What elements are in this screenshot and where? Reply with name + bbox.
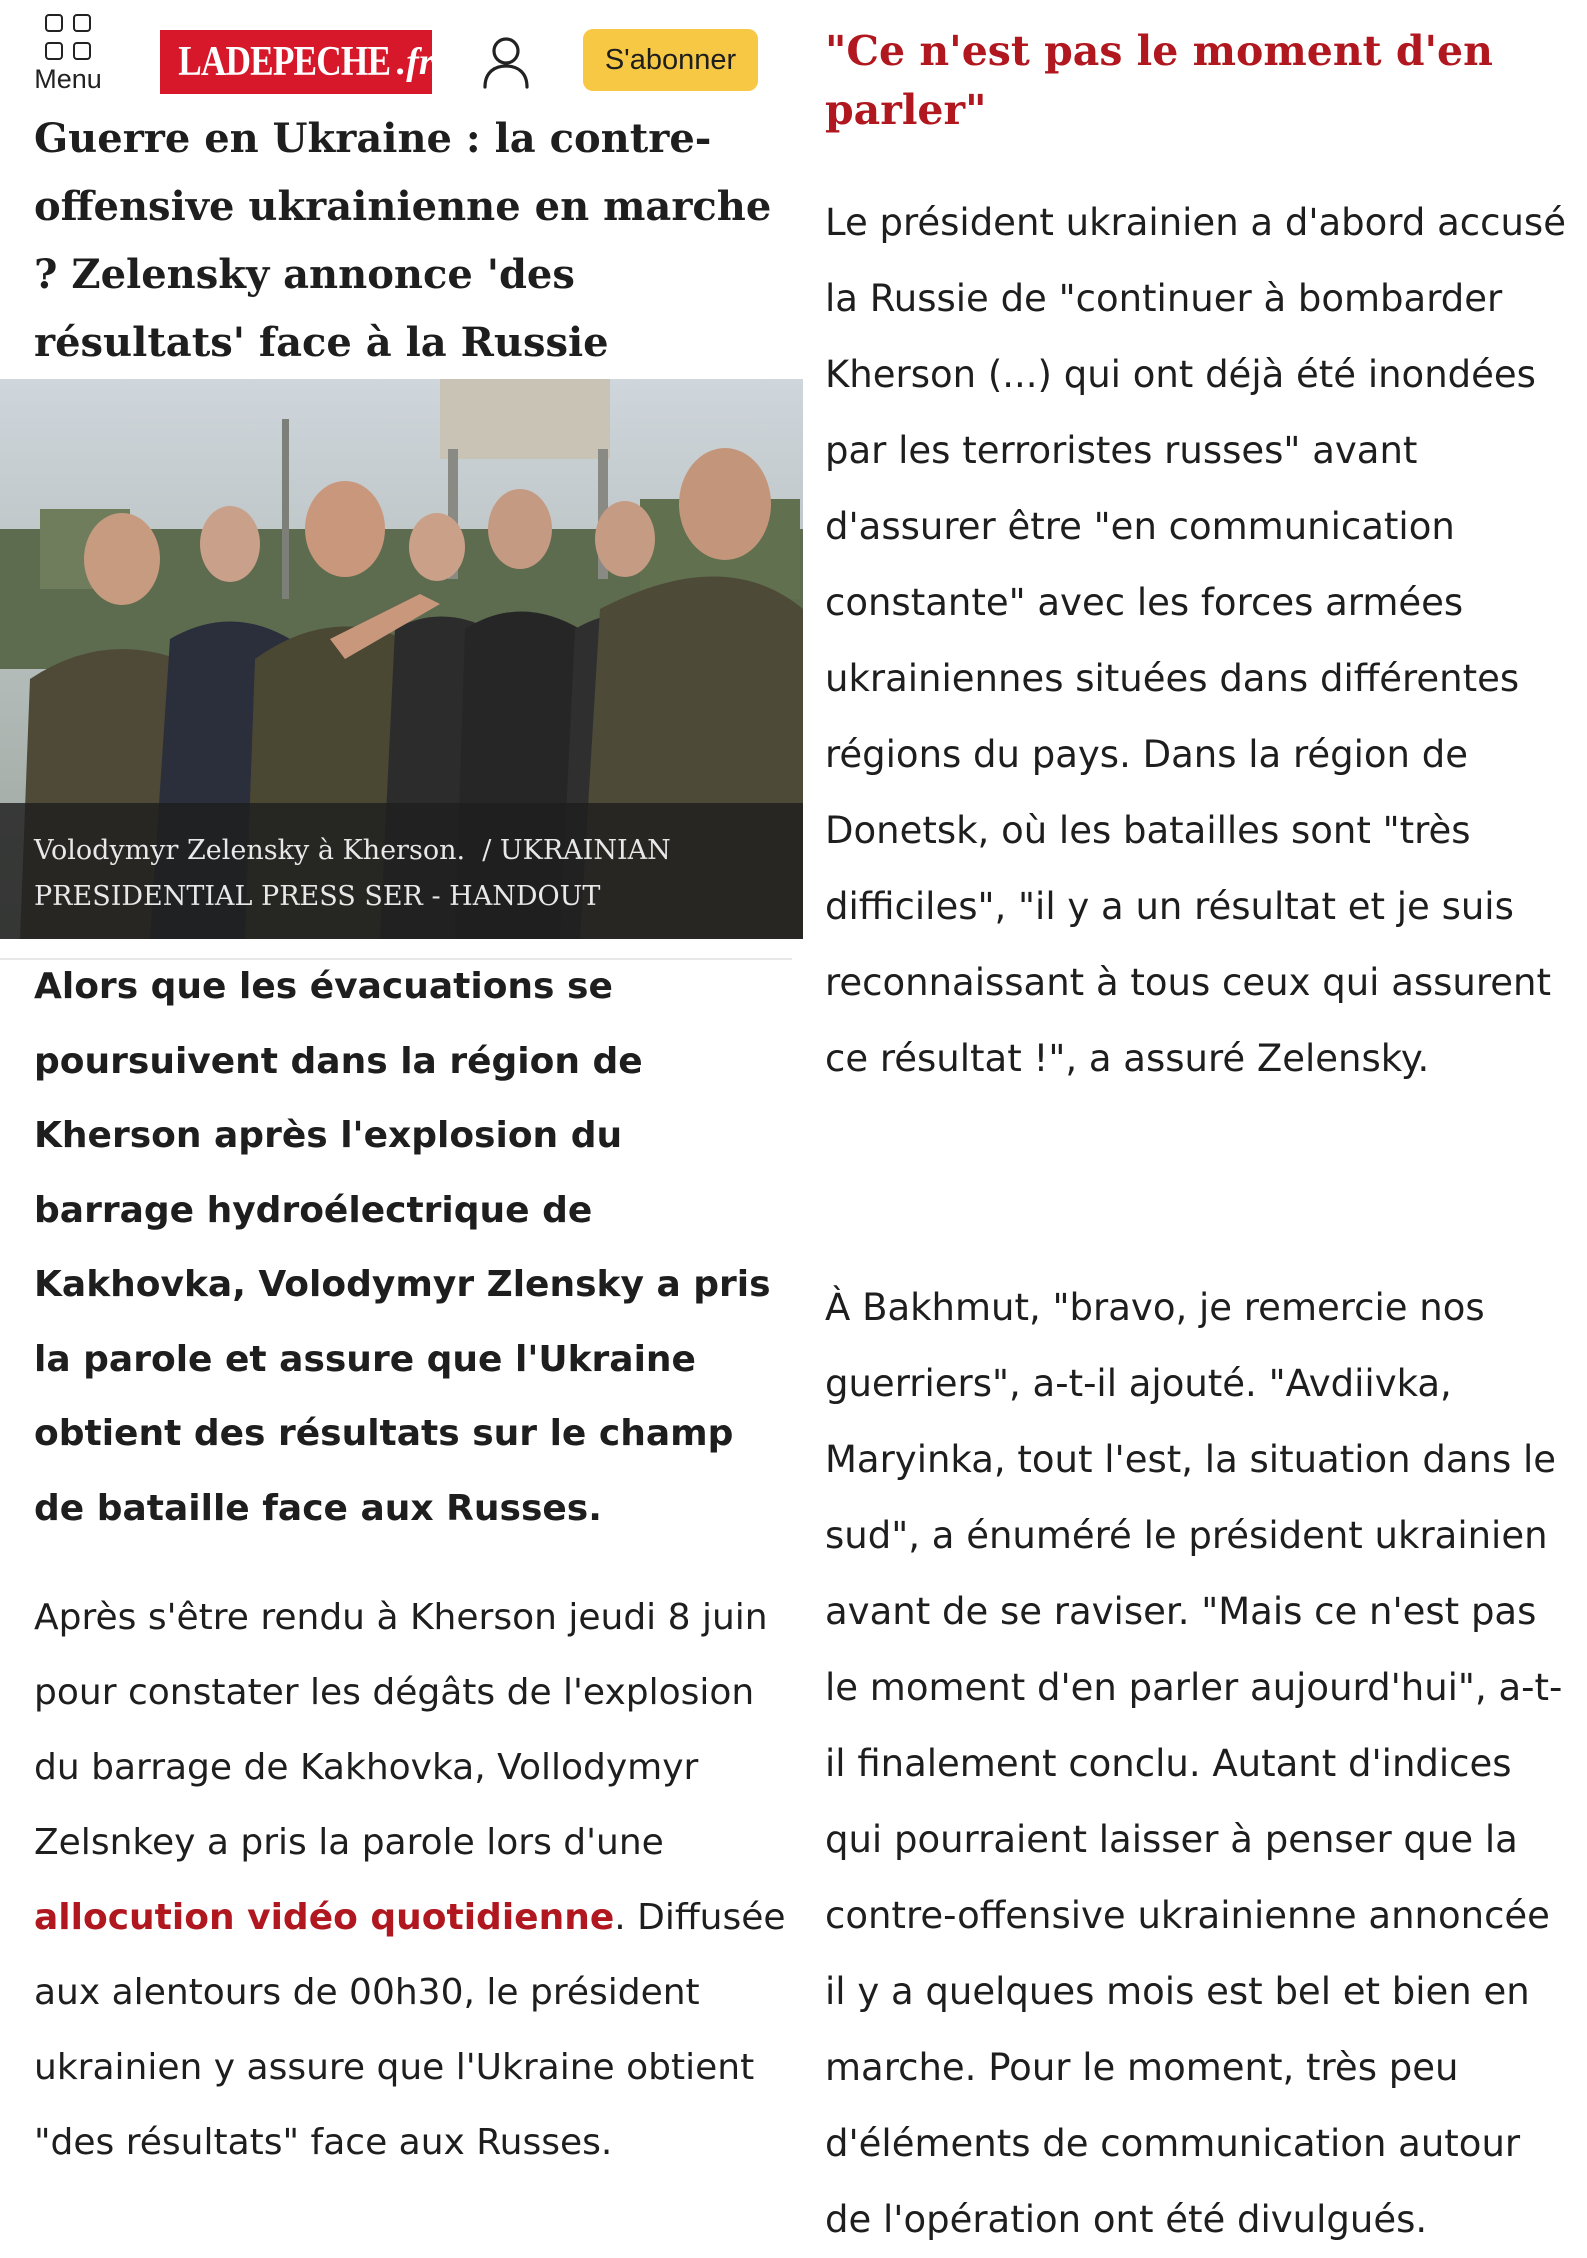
article-photo[interactable] (0, 379, 803, 939)
user-icon[interactable] (480, 34, 532, 90)
article-headline: Guerre en Ukraine : la contre-offensive ukrainienne en marche ? Zelensky annonce 'des résultats' face à la Russie (34, 115, 772, 366)
logo-tld: .fr (396, 41, 434, 83)
paragraph-1-text-before: Après s'être rendu à Kherson jeudi 8 juin pour constater les dégâts de l'explosion du barrage de Kakhovka, Vollodymyr Zelsnkey a pris la parole lors d'une (34, 1597, 768, 1863)
right-column (825, 0, 1575, 2245)
site-logo[interactable] (160, 30, 432, 94)
article-paragraph-2: Le président ukrainien a d'abord accusé la Russie de "continuer à bombarder Kherson (...) qui ont déjà été inondées par les terroristes russes" avant d'assurer être "en communication constante" avec les forces armées ukrainiennes situées dans différentes régions du pays. Dans la région de Donetsk, où les batailles sont "très difficiles", "il y a un résultat et je suis reconnaissant à tous ceux qui assurent ce résultat !", a assuré Zelensky. (825, 201, 1566, 1080)
paragraph-1-text-after: . Diffusée aux alentours de 00h30, le président ukrainien y assure que l'Ukraine obtient "des résultats" face aux Russes. (34, 1897, 786, 2163)
photo-caption (0, 803, 803, 939)
menu-button[interactable] (28, 14, 108, 98)
menu-grid-icon (45, 14, 91, 60)
caption-text: Volodymyr Zelensky à Kherson. (34, 835, 466, 866)
site-header (0, 0, 805, 110)
caption-credit: / UKRAINIAN PRESIDENTIAL PRESS SER - HANDOUT (34, 835, 671, 912)
logo-wordmark: LADEPECHE (178, 39, 391, 85)
video-address-link[interactable]: allocution vidéo quotidienne (34, 1897, 615, 1938)
article-paragraph-1 (34, 1580, 794, 2180)
article-subheading: "Ce n'est pas le moment d'en parler" (825, 27, 1493, 134)
menu-label: Menu (34, 64, 102, 94)
subscribe-button[interactable]: S'abonner (583, 29, 758, 91)
article-paragraph-3: À Bakhmut, "bravo, je remercie nos guerriers", a-t-il ajouté. "Avdiivka, Maryinka, tout l'est, la situation dans le sud", a énuméré le président ukrainien avant de se raviser. "Mais ce n'est pas le moment d'en parler aujourd'hui", a-t-il finalement conclu. Autant d'indices qui pourraient laisser à penser que la contre-offensive ukrainienne annoncée il y a quelques mois est bel et bien en marche. Pour le moment, très peu d'éléments de communication autour de l'opération ont été divulgués. (825, 1286, 1563, 2241)
article-lead: Alors que les évacuations se poursuivent dans la région de Kherson après l'explosion du barrage hydroélectrique de Kakhovka, Volodymyr Zlensky a pris la parole et assure que l'Ukraine obtient des résultats sur le champ de bataille face aux Russes. (34, 966, 771, 1529)
